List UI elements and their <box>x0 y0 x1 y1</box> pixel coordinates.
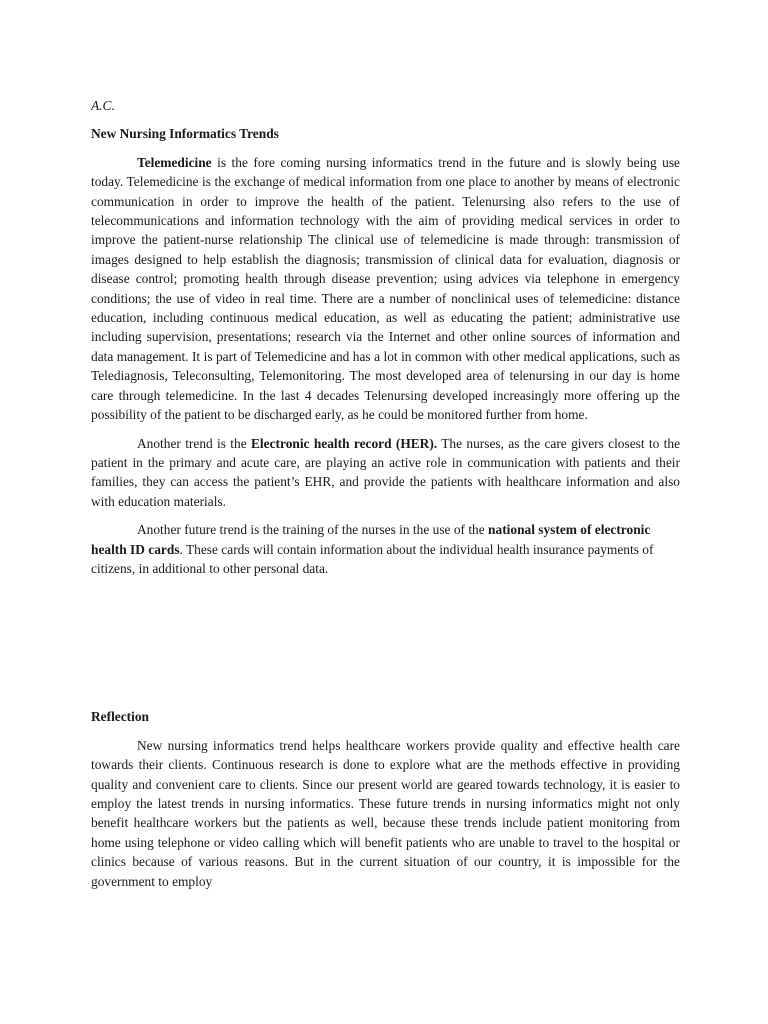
term-id-cards: national system of electronic health ID cards <box>91 522 651 557</box>
term-telemedicine: Telemedicine <box>137 154 212 170</box>
paragraph-id-cards-before: Another future trend is the training of the nurses in the use of the <box>137 522 489 538</box>
paragraph-telemedicine <box>91 153 680 425</box>
paragraph-telemedicine-text: is the fore coming nursing informatics trend in the future and is slowly being use today. Telemedicine is the exchange of medical information from one place to another by means of electronic communication in order to improve the health of the patient. Telenursing also refers to the use of telecommunications and information technology with the aim of providing medical services in order to improve the patient-nurse relationship The clinical use of telemedicine is made through: transmission of images designed to help establish the diagnosis; transmission of clinical data for evaluation, diagnosis or disease control; promoting health through disease prevention; using advices via telephone in emergency conditions; the use of video in real time. There are a number of nonclinical uses of telemedicine: distance education, including continuous medical education, as well as educating the patient; administrative use including supervision, presentations; research via the Internet and other online sources of information and data management. It is part of Telemedicine and has a lot in common with other medical applications, such as Telediagnosis, Teleconsulting, Telemonitoring. The most developed area of telenursing in our day is home care through telemedicine. In the last 4 decades Telenursing developed increasingly more offering up the possibility of the patient to be discharged early, as he could be monitored further from home. <box>91 154 680 423</box>
term-ehr: Electronic health record (HER). <box>251 435 438 451</box>
paragraph-ehr <box>91 434 680 512</box>
paragraph-id-cards-after: . These cards will contain information about the individual health insurance payments of citizens, in additional to other personal data. <box>91 541 654 576</box>
author-initials: A.C. <box>91 98 115 113</box>
paragraph-ehr-before: Another trend is the <box>137 435 251 451</box>
section-heading-trends: New Nursing Informatics Trends <box>91 126 279 142</box>
paragraph-ehr-after: The nurses, as the care givers closest to the patient in the primary and acute care, are playing an active role in communication with patients and their families, they can access the patient’s EHR, and provide the patients with healthcare information and also with education materials. <box>91 435 681 509</box>
section-heading-reflection: Reflection <box>91 709 150 725</box>
paragraph-id-cards <box>91 520 680 578</box>
paragraph-reflection: New nursing informatics trend helps healthcare workers provide quality and effective health care towards their clients. Continuous research is done to explore what are the methods effective in providing quality and convenient care to clients. Since our present world are geared towards technology, it is easier to employ the latest trends in nursing informatics. These future trends in nursing informatics might not only benefit healthcare workers but the patients as well, because these trends include patient monitoring from home using telephone or video calling which will benefit patients who are unable to travel to the hospital or clinics because of various reasons. But in the current situation of our country, it is impossible for the government to employ <box>91 737 680 889</box>
blank-space <box>91 587 680 707</box>
